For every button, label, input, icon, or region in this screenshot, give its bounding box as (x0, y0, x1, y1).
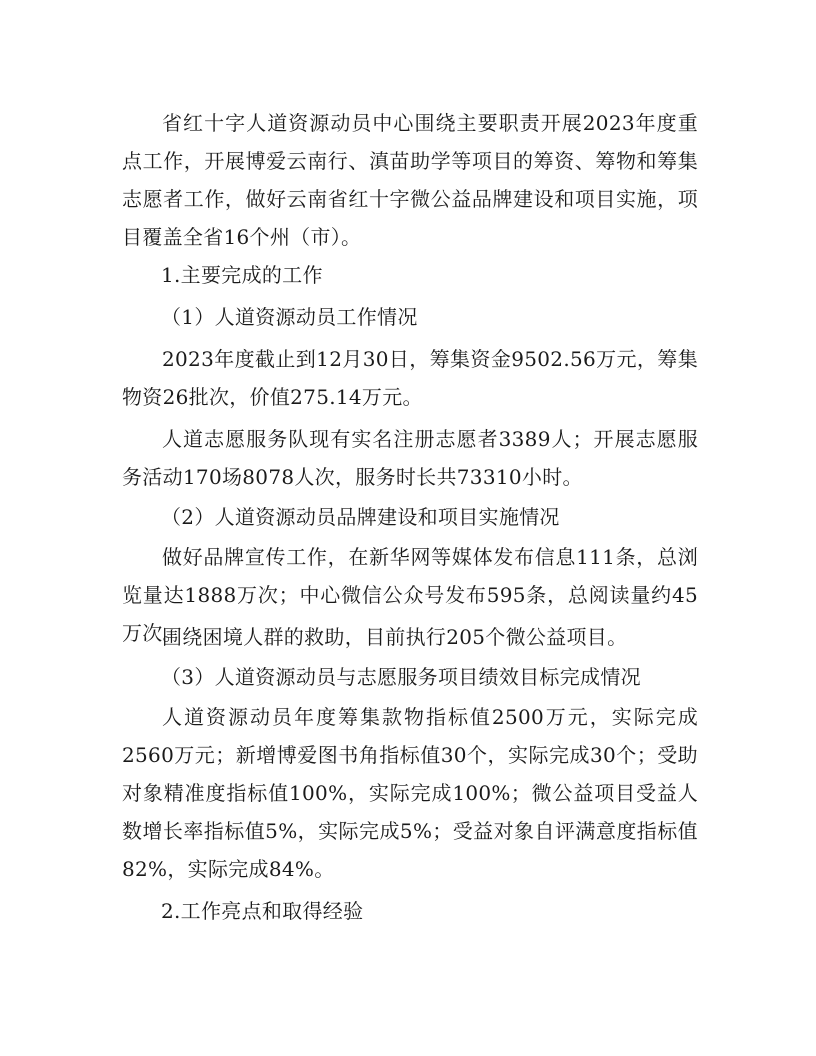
volunteer-service-paragraph: 人道志愿服务队现有实名注册志愿者3389人；开展志愿服务活动170场8078人次，服务时长共73310小时。 (122, 427, 698, 489)
brand-publicity-paragraph: 做好品牌宣传工作，在新华网等媒体发布信息111条，总浏览量达1888万次；中心微信公众号发布595条，总阅读量约45万次。 (122, 545, 698, 645)
subsection-3-heading: （3）人道资源动员与志愿服务项目绩效目标完成情况 (161, 665, 641, 689)
performance-targets-paragraph: 人道资源动员年度筹集款物指标值2500万元，实际完成2560万元；新增博爱图书角指标值30个，实际完成30个；受助对象精准度指标值100%，实际完成100%；微公益项目受益人数增长率指标值5%，实际完成5%；受益对象自评满意度指标值82%，实际完成84%。 (122, 705, 698, 881)
subsection-1-heading: （1）人道资源动员工作情况 (161, 305, 418, 329)
section-2-heading: 2.工作亮点和取得经验 (161, 899, 364, 923)
funds-raised-paragraph: 2023年度截止到12月30日，筹集资金9502.56万元，筹集物资26批次，价值275.14万元。 (122, 347, 698, 409)
subsection-2-heading: （2）人道资源动员品牌建设和项目实施情况 (161, 505, 560, 529)
section-1-heading: 1.主要完成的工作 (161, 263, 323, 287)
micro-charity-paragraph: 围绕困境人群的救助，目前执行205个微公益项目。 (162, 625, 628, 649)
intro-paragraph: 省红十字人道资源动员中心围绕主要职责开展2023年度重点工作，开展博爱云南行、滇苗助学等项目的筹资、筹物和筹集志愿者工作，做好云南省红十字微公益品牌建设和项目实施，项目覆盖全省16个州（市）。 (122, 111, 698, 249)
